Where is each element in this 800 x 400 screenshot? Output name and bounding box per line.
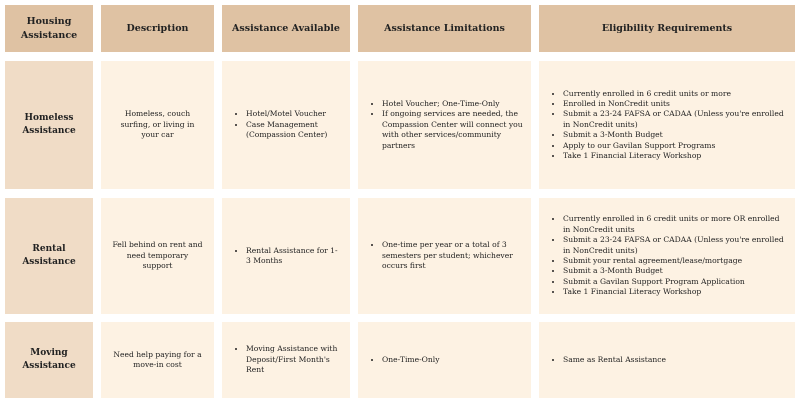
list-item: • Same as Rental Assistance <box>563 355 666 365</box>
list-item: • Submit a 3-Month Budget <box>563 266 787 276</box>
row-rental-title: Rental Assistance <box>5 198 93 314</box>
list-item: • Enrolled in NonCredit units <box>563 99 787 109</box>
row-moving-description: Need help paying for a move-in cost <box>101 322 214 398</box>
row-moving-limitations <box>358 322 531 398</box>
list-item: • Submit a 23-24 FAFSA or CADAA (Unless you're enrolled in NonCredit units) <box>563 235 787 256</box>
row-moving-title: Moving Assistance <box>5 322 93 398</box>
header-assistance-limitations: Assistance Limitations <box>358 5 531 52</box>
list-item: • Currently enrolled in 6 credit units or more <box>563 89 787 99</box>
row-homeless-limitations <box>358 61 531 189</box>
list-item: • Submit a 3-Month Budget <box>563 130 787 140</box>
list-item: • Hotel/Motel Voucher <box>246 109 342 119</box>
list-item: • Rental Assistance for 1-3 Months <box>246 246 342 267</box>
row-homeless-title: Homeless Assistance <box>5 61 93 189</box>
header-assistance-available: Assistance Available <box>222 5 350 52</box>
list-item: • Currently enrolled in 6 credit units or more OR enrolled in NonCredit units <box>563 214 787 235</box>
row-rental-eligibility <box>539 198 795 314</box>
list-item: • Submit a 23-24 FAFSA or CADAA (Unless you're enrolled in NonCredit units) <box>563 109 787 130</box>
row-moving-eligibility <box>539 322 795 398</box>
row-homeless-available <box>222 61 350 189</box>
header-eligibility-requirements: Eligibility Requirements <box>539 5 795 52</box>
row-rental-available <box>222 198 350 314</box>
list-item: • Moving Assistance with Deposit/First Month's Rent <box>246 344 342 375</box>
row-homeless-eligibility <box>539 61 795 189</box>
list-item: • Apply to our Gavilan Support Programs <box>563 141 787 151</box>
list-item: • One-time per year or a total of 3 semesters per student; whichever occurs first <box>382 240 523 271</box>
row-rental-description: Fell behind on rent and need temporary support <box>101 198 214 314</box>
row-moving-available <box>222 322 350 398</box>
list-item: • Hotel Voucher; One-Time-Only <box>382 99 523 109</box>
row-homeless-description: Homeless, couch surfing, or living in your car <box>101 61 214 189</box>
list-item: • Take 1 Financial Literacy Workshop <box>563 151 787 161</box>
list-item: • Take 1 Financial Literacy Workshop <box>563 287 787 297</box>
header-housing-assistance: Housing Assistance <box>5 5 93 52</box>
row-rental-limitations <box>358 198 531 314</box>
list-item: • If ongoing services are needed, the Compassion Center will connect you with other services/community partners <box>382 109 523 151</box>
list-item: • Submit a Gavilan Support Program Application <box>563 277 787 287</box>
list-item: • Submit your rental agreement/lease/mortgage <box>563 256 787 266</box>
list-item: • Case Management (Compassion Center) <box>246 120 342 141</box>
header-description: Description <box>101 5 214 52</box>
list-item: • One-Time-Only <box>382 355 440 365</box>
